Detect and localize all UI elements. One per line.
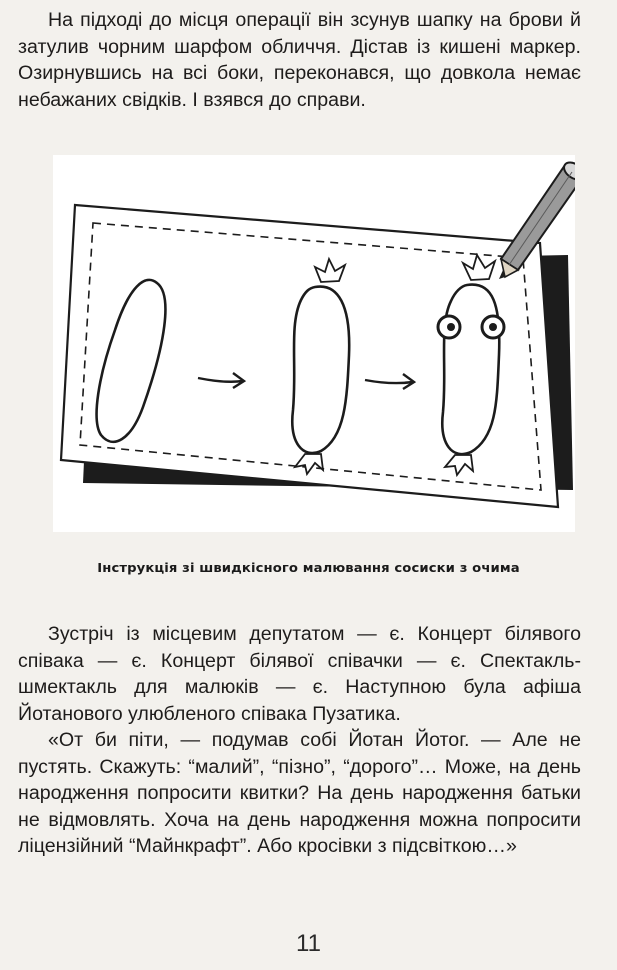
paragraph-1: На підході до місця операції він зсунув шапку на брови й затулив чорним шарфом обличчя. Дістав із кишені маркер. Озирнувшись на всі боки, переконався, що довкола немає небажаних свідків. І взявся до справи. bbox=[18, 9, 581, 111]
paragraph-3: «От би піти, — подумав собі Йотан Йотог. — Але не пустять. Скажуть: “малий”, “пізно”, “дорого”… Може, на день народження попросити квитки? На день народження батьки не відмовлять. Хоча на день народження можна попросити ліцензійний “Майнкрафт”. Або кросівки з підсвіткою…» bbox=[18, 729, 581, 858]
sausage-drawing-illustration bbox=[53, 155, 575, 532]
page-number: 11 bbox=[296, 930, 321, 957]
illustration-caption: Інструкція зі швидкісного малювання сосиски з очима bbox=[97, 561, 520, 576]
paragraph-2: Зустріч із місцевим депутатом — є. Концерт білявого співака — є. Концерт білявої співачки — є. Спектакль-шмектакль для малюків — є. Наступною була афіша Йотанового улюбленого співака Пузатика. bbox=[18, 623, 581, 725]
